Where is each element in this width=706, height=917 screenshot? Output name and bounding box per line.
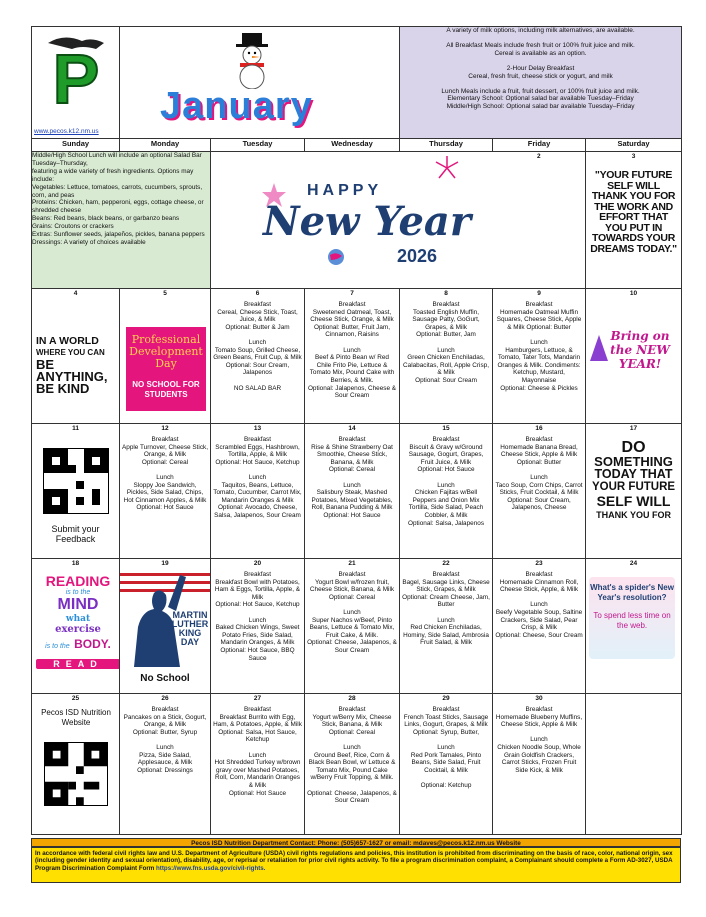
joke-question: What's a spider's New Year's resolution? bbox=[590, 583, 674, 602]
be-kind-poster bbox=[32, 289, 119, 395]
snowman-icon bbox=[230, 33, 274, 89]
day-menu: Breakfast Yogurt w/Berry Mix, Cheese Stick, Banana, & Milk Optional: Cereal Lunch Ground Beef, Rice, Corn & Black Bean Bowl, w/ Lettuce & Tomato Mix, Pound Cake w/Berry Fruit Topping, & Milk. Optional: Cheese, Jalapenos, & Sour Cream bbox=[307, 706, 397, 805]
pd-subtitle: NO SCHOOL FOR STUDENTS bbox=[132, 380, 200, 399]
month-text: January bbox=[160, 85, 313, 127]
nutrition-qr-code[interactable] bbox=[44, 742, 108, 806]
day-number: 2 bbox=[536, 153, 541, 160]
firework-icon bbox=[433, 154, 461, 182]
info-line-2: Cereal is available as an option. bbox=[494, 49, 587, 57]
day-number: 10 bbox=[629, 290, 638, 297]
day-menu: Breakfast Rise & Shine Strawberry Oat Smoothie, Cheese Stick, Banana, & Milk Optional: Cereal Lunch Salisbury Steak, Mashed Potatoes, Mixed Vegetables, Roll, Banana Pudding & Milk Optional: Hot Sauce bbox=[311, 436, 393, 519]
civil-rights-text: In accordance with federal civil rights law and U.S. Department of Agriculture (USDA) civil rights regulations and policies, this institution is prohibited from discriminating on the basis of race, color, national origin, sex (including gender identity and sexual orientation), disability, age, or reprisal or retaliation for prior civil rights activity. To file a program discrimination complaint, a Complainant should complete a Form AD-3027, USDA Program Discrimination Complaint Form bbox=[35, 850, 673, 872]
day-16-cell bbox=[493, 424, 586, 559]
mlk-banner: MARTIN LUTHER KING DAY bbox=[171, 610, 209, 647]
dow-monday: Monday bbox=[120, 139, 211, 152]
day-25-cell bbox=[32, 694, 120, 835]
reading-word-7: READ bbox=[36, 659, 120, 669]
day-number: 22 bbox=[442, 560, 450, 567]
pecos-panther-logo bbox=[42, 33, 114, 109]
info-line-3: 2-Hour Delay Breakfast bbox=[506, 64, 575, 72]
day-29-cell bbox=[400, 694, 493, 835]
info-line-5: Lunch Meals include a fruit, fruit dessert, or 100% fruit juice and milk. bbox=[441, 87, 640, 95]
new-year-banner bbox=[211, 152, 493, 289]
reading-word-5: is to the bbox=[45, 643, 70, 650]
info-line-6: Elementary School: Optional salad bar available Tuesday–Friday bbox=[447, 95, 634, 103]
dow-sunday: Sunday bbox=[32, 139, 120, 152]
nutrition-site-title: Pecos ISD Nutrition Website bbox=[41, 708, 111, 727]
day-6-cell bbox=[211, 289, 305, 424]
day-23-cell bbox=[493, 559, 586, 694]
day-of-week-row bbox=[32, 139, 682, 152]
day-menu: Breakfast Homemade Cinnamon Roll, Cheese Stick, Apple, & Milk Lunch Beefy Vegetable Soup, Saltine Crackers, Side Salad, Pear Crisp, & Milk Optional: Cheese, Sour Cream bbox=[495, 571, 583, 639]
empty-day-cell bbox=[586, 694, 682, 835]
day-number: 16 bbox=[535, 425, 543, 432]
day-number: 6 bbox=[255, 290, 260, 297]
salad-line-3: Proteins: Chicken, ham, pepperoni, eggs, cottage cheese, or shredded cheese bbox=[32, 199, 204, 215]
day-18-cell bbox=[32, 559, 120, 694]
day-number: 11 bbox=[72, 425, 79, 432]
reading-word-6: BODY. bbox=[74, 637, 111, 651]
day-number: 24 bbox=[629, 560, 638, 567]
day-menu: Breakfast Homemade Blueberry Muffins, Cheese Stick, Apple & Milk Lunch Chicken Noodle Soup, Whole Grain Goldfish Crackers, Carrot Sticks, Frozen Fruit Side Kick, & Milk bbox=[495, 706, 583, 774]
globe-icon bbox=[327, 248, 345, 266]
pd-day-poster bbox=[126, 327, 206, 411]
svg-text:P: P bbox=[52, 40, 100, 109]
contact-bar: Pecos ISD Nutrition Department Contact: Phone: (505)657-1627 or email: mdaves@pecos.k12.nm.us Website bbox=[31, 838, 681, 847]
dow-wednesday: Wednesday bbox=[305, 139, 400, 152]
day-number: 4 bbox=[73, 290, 78, 297]
reading-word-0: READING bbox=[45, 573, 111, 589]
pd-title: Professional Development Day bbox=[129, 333, 203, 370]
poster-line-5: THANK YOU FOR bbox=[596, 510, 671, 520]
salad-line-0: Middle/High School Lunch will include an optional Salad Bar Tuesday–Thursday, bbox=[32, 152, 202, 167]
day-number: 17 bbox=[629, 425, 638, 432]
day-menu: Breakfast Homemade Oatmeal Muffin Squares, Cheese Stick, Apple & Milk Optional: Butter Lunch Hamburgers, Lettuce, & Tomato, Tater Tots, Mandarin Oranges & Milk. Condiments: Ketchup, Mustard, Mayonnaise Optional: Cheese & Pickles bbox=[496, 301, 582, 392]
day-menu: Breakfast Cereal, Cheese Stick, Toast, Juice, & Milk Optional: Butter & Jam Lunch Tomato Soup, Grilled Cheese, Green Beans, Fruit Cup, & Milk Optional: Sour Cream, Jalapenos NO SALAD BAR bbox=[213, 301, 302, 392]
day-15-cell bbox=[400, 424, 493, 559]
poster-line-4: SELF WILL bbox=[596, 493, 671, 509]
day-4-cell bbox=[32, 289, 120, 424]
day-30-cell bbox=[493, 694, 586, 835]
day-menu: Breakfast Breakfast Bowl with Potatoes, Ham & Eggs, Tortilla, Apple, & Milk Optional: Hot Sauce, Ketchup Lunch Baked Chicken Wings, Sweet Potato Fries, Side Salad, Mandarin Oranges, & Milk Optional: Hot Sauce, BBQ Sauce bbox=[214, 571, 301, 662]
poster-line-3: YOUR FUTURE bbox=[592, 481, 676, 493]
salad-line-2: Vegetables: Lettuce, tomatoes, carrots, cucumbers, sprouts, corn, and peas bbox=[32, 183, 203, 199]
dow-saturday: Saturday bbox=[586, 139, 682, 152]
salad-line-6: Extras: Sunflower seeds, jalapeños, pickles, banana peppers bbox=[32, 231, 205, 239]
dow-friday: Friday bbox=[493, 139, 586, 152]
day-26-cell bbox=[120, 694, 211, 835]
day-number: 19 bbox=[161, 560, 169, 567]
day-12-cell bbox=[120, 424, 211, 559]
day-number: 27 bbox=[253, 695, 262, 702]
day-number: 29 bbox=[442, 695, 450, 702]
day-number: 20 bbox=[253, 560, 262, 567]
salad-line-5: Grains: Croutons or crackers bbox=[32, 223, 114, 231]
joke-answer: To spend less time on the web. bbox=[593, 611, 671, 630]
future-self-quote: "YOUR FUTURE SELF WILL THANK YOU FOR THE WORK AND EFFORT THAT YOU PUT IN TOWARDS YOUR DREAMS TODAY." bbox=[590, 169, 677, 255]
happy-text: HAPPY bbox=[307, 182, 383, 199]
day-menu: Breakfast Bagel, Sausage Links, Cheese Stick, Grapes, & Milk Optional: Cream Cheese, Jam, Butter Lunch Red Chicken Enchiladas, Hominy, Side Salad, Ambrosia Fruit Salad, & Milk bbox=[402, 571, 490, 647]
day-number: 14 bbox=[348, 425, 356, 432]
salad-line-1: featuring a wide variety of fresh ingredients. Options may include: bbox=[32, 167, 194, 183]
day-number: 18 bbox=[71, 560, 80, 567]
reading-word-2: MIND bbox=[57, 596, 99, 613]
day-menu: Breakfast Scrambled Eggs, Hashbrown, Tortilla, Apple, & Milk Optional: Hot Sauce, Ketchup Lunch Taquitos, Beans, Lettuce, Tomato, Cucumber, Carrot Mix, Mandarin Oranges & Milk Optional: Avocado, Cheese, Salsa, Jalapenos, Sour Cream bbox=[213, 436, 302, 519]
day-menu: Breakfast Pancakes on a Stick, Gogurt, Orange, & Milk Optional: Butter, Syrup Lunch Pizza, Side Salad, Applesauce, & Milk Optional: Dressings bbox=[123, 706, 207, 774]
day-13-cell bbox=[211, 424, 305, 559]
day-28-cell bbox=[305, 694, 400, 835]
day-menu: Breakfast Yogurt Bowl w/frozen fruit, Cheese Stick, Banana, & Milk Optional: Cereal Lunch Super Nachos w/Beef, Pinto Beans, Lettuce & Tomato Mix, Fruit Cake, & Milk. Optional: Cheese, Jalapenos, & Sour Cream bbox=[307, 571, 397, 654]
salad-bar-note bbox=[32, 152, 211, 289]
civil-rights-notice bbox=[31, 847, 681, 883]
info-line-0: A variety of milk options, including milk alternatives, are available. bbox=[446, 27, 635, 34]
info-line-4: Cereal, fresh fruit, cheese stick or yogurt, and milk bbox=[468, 72, 613, 80]
day-11-cell bbox=[32, 424, 120, 559]
day-number: 30 bbox=[535, 695, 543, 702]
day-menu: Breakfast Breakfast Burrito with Egg, Ham, & Potatoes, Apple, & Milk Optional: Salsa, Hot Sauce, Ketchup Lunch Hot Shredded Turkey w/brown gravy over Mashed Potatoes, Roll, Corn, Mandarin Oranges & Milk Optional: Hot Sauce bbox=[213, 706, 302, 797]
bring-new-year-text: Bring on the NEW YEAR! bbox=[610, 329, 670, 371]
info-line-1: All Breakfast Meals include fresh fruit or 100% fruit juice and milk. bbox=[446, 41, 635, 49]
day-7-cell bbox=[305, 289, 400, 424]
day-27-cell bbox=[211, 694, 305, 835]
day-menu: Breakfast Toasted English Muffin, Sausage Patty, GoGurt, Grapes, & Milk Optional: Butter, Jam Lunch Green Chicken Enchiladas, Calabacitas, Roll, Apple Crisp, & Milk Optional: Sour Cream bbox=[403, 301, 489, 384]
kind-line-1: IN A WORLD bbox=[36, 335, 99, 347]
new-year-text: New Year bbox=[263, 198, 471, 245]
day-22-cell bbox=[400, 559, 493, 694]
day-number: 13 bbox=[253, 425, 262, 432]
month-title-cell bbox=[120, 27, 400, 139]
kind-line-4: BE KIND bbox=[36, 381, 90, 396]
dow-thursday: Thursday bbox=[400, 139, 493, 152]
day-menu: Breakfast Biscuit & Gravy w/Ground Sausage, Gogurt, Grapes, Fruit Juice, & Milk Optional: Hot Sauce Lunch Chicken Fajitas w/Bell Peppers and Onion Mix Tortilla, Side Salad, Peach Cobbler, & Milk Optional: Salsa, Jalapenos bbox=[408, 436, 485, 527]
day-number: 15 bbox=[442, 425, 450, 432]
poster-line-1: SOMETHING bbox=[594, 454, 673, 469]
day-number: 5 bbox=[163, 290, 167, 297]
day-3-cell bbox=[586, 152, 682, 289]
day-2-cell bbox=[493, 152, 586, 289]
day-number: 3 bbox=[631, 153, 636, 160]
day-number: 26 bbox=[161, 695, 169, 702]
website-link[interactable]: www.pecos.k12.nm.us bbox=[34, 128, 99, 135]
reading-word-4: exercise bbox=[55, 624, 101, 635]
kind-line-2: WHERE YOU CAN bbox=[36, 348, 105, 357]
day-14-cell bbox=[305, 424, 400, 559]
no-school-caption: No School bbox=[140, 673, 190, 684]
meal-info-box bbox=[400, 27, 682, 139]
day-number: 12 bbox=[161, 425, 169, 432]
kind-line-3: BE ANYTHING, bbox=[36, 357, 108, 384]
day-menu: Breakfast Apple Turnover, Cheese Stick, Orange, & Milk Optional: Cereal Lunch Sloppy Joe Sandwich, Pickles, Side Salad, Chips, Hot Cinnamon Apples, & Milk Optional: Hot Sauce bbox=[122, 436, 208, 512]
day-5-cell bbox=[120, 289, 211, 424]
day-20-cell bbox=[211, 559, 305, 694]
day-menu: Breakfast French Toast Sticks, Sausage Links, Gogurt, Grapes, & Milk Optional: Syrup, Butter, Lunch Red Pork Tamales, Pinto Beans, Side Salad, Fruit Cocktail, & Milk Optional: Ketchup bbox=[403, 706, 489, 789]
day-number: 7 bbox=[350, 290, 354, 297]
day-menu: Breakfast Sweetened Oatmeal, Toast, Cheese Stick, Orange, & Milk Optional: Butter, Fruit Jam, Cinnamon, Raisins Lunch Beef & Pinto Bean w/ Red Chile Frito Pie, Lettuce & Tomato Mix, Pound Cake with Berries, & Milk. Optional: Jalapenos, Cheese & Sour Cream bbox=[307, 301, 397, 400]
day-menu: Breakfast Homemade Banana Bread, Cheese Stick, Apple & Milk Optional: Butter Lunch Taco Soup, Corn Chips, Carrot Sticks, Fruit Cocktail, & Milk Optional: Sour Cream, Jalapenos, Cheese bbox=[495, 436, 583, 512]
reading-poster bbox=[36, 573, 120, 669]
spider-joke bbox=[589, 577, 675, 659]
feedback-caption: Submit your Feedback bbox=[51, 524, 100, 544]
day-10-cell bbox=[586, 289, 682, 424]
day-19-cell bbox=[120, 559, 211, 694]
reading-word-1: is to the bbox=[65, 589, 91, 596]
logo-cell bbox=[32, 27, 120, 139]
day-number: 28 bbox=[348, 695, 356, 702]
do-something-poster bbox=[586, 424, 681, 522]
day-9-cell bbox=[493, 289, 586, 424]
day-17-cell bbox=[586, 424, 682, 559]
info-line-7: Middle/High School: Optional salad bar available Tuesday–Friday bbox=[446, 103, 635, 111]
day-number: 25 bbox=[71, 695, 80, 702]
usda-link[interactable]: https://www.fns.usda.gov/civil-rights. bbox=[156, 864, 266, 872]
day-8-cell bbox=[400, 289, 493, 424]
salad-line-7: Dressings: A variety of choices available bbox=[32, 238, 146, 246]
day-24-cell bbox=[586, 559, 682, 694]
day-21-cell bbox=[305, 559, 400, 694]
dow-tuesday: Tuesday bbox=[211, 139, 305, 152]
day-number: 9 bbox=[537, 290, 541, 297]
month-title bbox=[160, 85, 313, 128]
year-text: 2026 bbox=[397, 246, 438, 266]
day-number: 8 bbox=[444, 290, 448, 297]
day-number: 23 bbox=[535, 560, 543, 567]
reading-word-3: what bbox=[65, 614, 91, 624]
day-number: 21 bbox=[348, 560, 356, 567]
calendar-table bbox=[31, 26, 682, 835]
feedback-qr-code[interactable] bbox=[43, 448, 109, 514]
salad-line-4: Beans: Red beans, black beans, or garbanzo beans bbox=[32, 215, 180, 223]
poster-line-2: TODAY THAT bbox=[594, 467, 673, 481]
poster-line-0: DO bbox=[621, 439, 646, 456]
